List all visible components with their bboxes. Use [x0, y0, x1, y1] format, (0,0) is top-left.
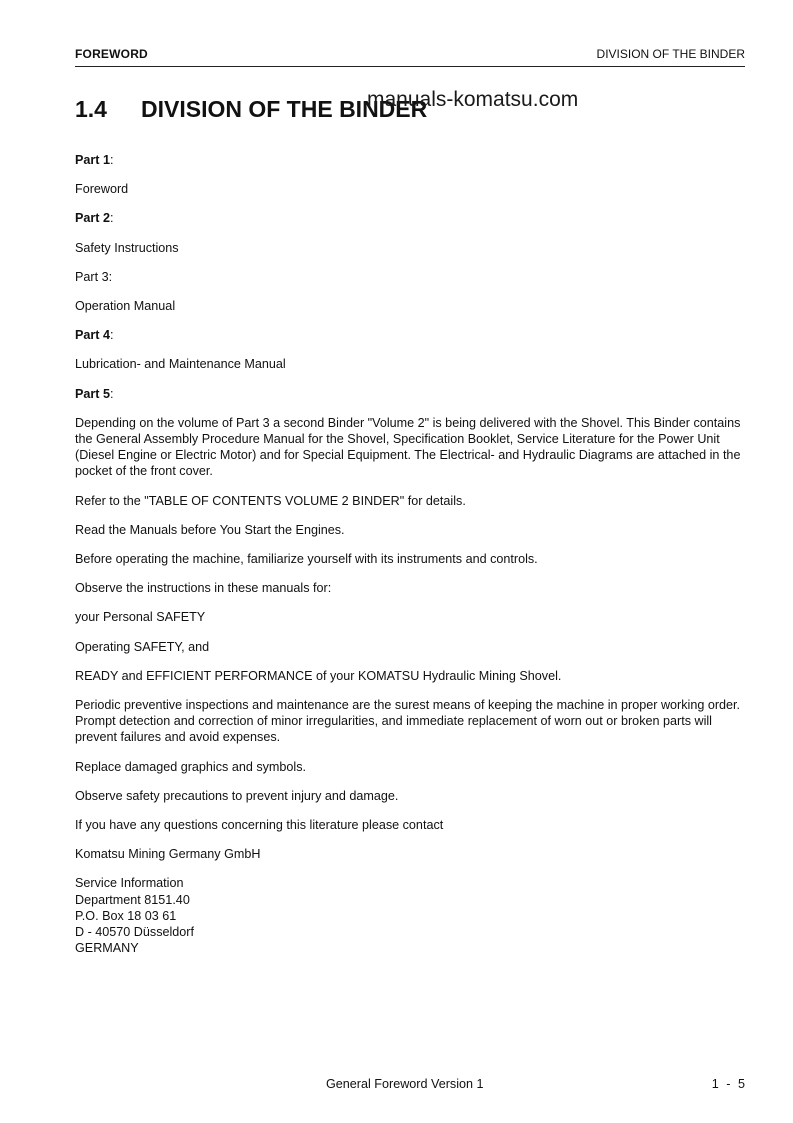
part-4-colon: : [110, 328, 114, 343]
part-4-heading [75, 327, 747, 343]
running-header-title: DIVISION OF THE BINDER [596, 47, 745, 61]
section-title: DIVISION OF THE BINDER [141, 96, 428, 122]
part-1-heading [75, 152, 747, 168]
part-4-text: Lubrication- and Maintenance Manual [75, 357, 286, 372]
part-3-text: Operation Manual [75, 299, 176, 314]
personal-safety-paragraph: your Personal SAFETY [75, 610, 206, 625]
address-line: GERMANY [75, 941, 139, 956]
part-5-heading [75, 386, 747, 402]
part-1-text: Foreword [75, 182, 129, 197]
part-1-label: Part 1 [75, 153, 111, 167]
footer-document-version: General Foreword Version 1 [326, 1077, 484, 1091]
questions-paragraph: If you have any questions concerning this literature please contact [75, 818, 444, 833]
before-operating-paragraph: Before operating the machine, familiarize yourself with its instruments and controls. [75, 552, 538, 567]
observe-safety-paragraph: Observe safety precautions to prevent injury and damage. [75, 788, 399, 803]
part-2-text: Safety Instructions [75, 240, 179, 255]
part-5-colon: : [110, 386, 114, 401]
part-5-description: Depending on the volume of Part 3 a second Binder "Volume 2" is being delivered with the Shovel. This Binder contains the General Assembly Procedure Manual for the Shovel, Specification Booklet, Service Literature for the Power Unit (Diesel Engine or Electric Motor) and for Special Equipment. The Electrical- and Hydraulic Diagrams are attached in the pocket of the front cover. [75, 415, 741, 479]
header-divider [75, 66, 745, 67]
replace-graphics-paragraph: Replace damaged graphics and symbols. [75, 759, 307, 774]
part-2-label: Part 2 [75, 211, 111, 226]
ready-efficient-paragraph: READY and EFFICIENT PERFORMANCE of your KOMATSU Hydraulic Mining Shovel. [75, 668, 562, 683]
running-header-section: FOREWORD [75, 47, 148, 61]
page-body [75, 152, 747, 957]
address-line: D - 40570 Düsseldorf [75, 925, 195, 940]
footer-page-number: 1 - 5 [711, 1077, 745, 1091]
part-5-label: Part 5 [75, 386, 111, 401]
part-3-heading: Part 3: [75, 269, 113, 284]
address-line: Service Information [75, 876, 184, 891]
observe-instructions-paragraph: Observe the instructions in these manuals for: [75, 581, 332, 596]
part-2-heading [75, 210, 747, 226]
address-line: Department 8151.40 [75, 892, 190, 907]
part-4-label: Part 4 [75, 328, 111, 343]
watermark-text: manuals-komatsu.com [367, 88, 579, 111]
address-block [75, 875, 747, 956]
address-line: P.O. Box 18 03 61 [75, 908, 177, 923]
part-2-colon: : [110, 211, 114, 226]
operating-safety-paragraph: Operating SAFETY, and [75, 639, 210, 654]
refer-paragraph: Refer to the "TABLE OF CONTENTS VOLUME 2 BINDER" for details. [75, 493, 466, 508]
periodic-inspections-paragraph: Periodic preventive inspections and maintenance are the surest means of keeping the machine in proper working order. Prompt detection and correction of minor irregularities, and immediate replacement of worn out or broken parts will prevent failures and avoid expenses. [75, 698, 741, 745]
read-manuals-paragraph: Read the Manuals before You Start the Engines. [75, 522, 345, 537]
company-name: Komatsu Mining Germany GmbH [75, 847, 261, 862]
part-1-colon: : [110, 153, 114, 167]
section-number: 1.4 [75, 96, 107, 122]
